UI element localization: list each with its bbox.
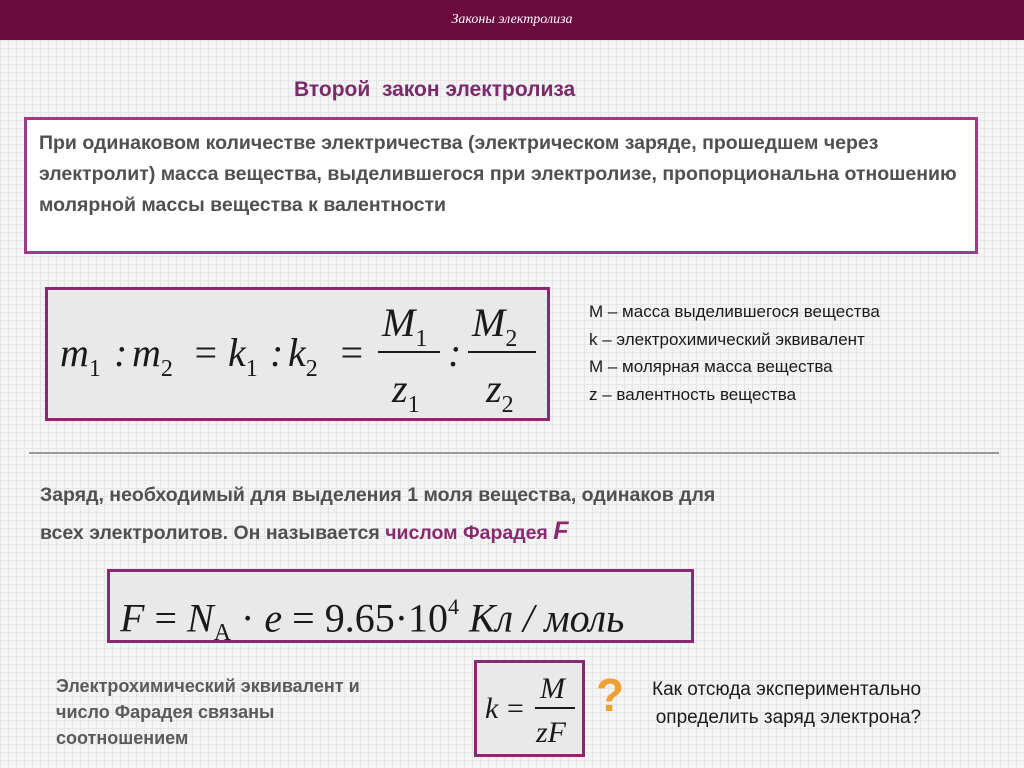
formula3-eq: = <box>505 692 526 725</box>
legend-item: k – электрохимический эквивалент <box>589 329 865 349</box>
law-statement-box <box>24 117 978 254</box>
faraday-charge-text <box>40 477 1000 551</box>
faraday-symbol: F <box>553 517 569 545</box>
formula1-m2: $m_2$ <box>132 330 173 382</box>
question-line: определить заряд электрона? <box>655 707 922 728</box>
law-statement-text: При одинаковом количестве электричества (электрическом заряде, прошедшем через электролит) масса вещества, выделившегося при электролизе, пропорциональна отношению молярной массы вещества к валентности <box>39 132 957 216</box>
variable-legend <box>589 298 880 408</box>
faraday-number-highlight: числом Фарадея <box>385 522 554 544</box>
formula1-z1: $z_1$ <box>392 366 420 418</box>
formula1-M2: $M_2$ <box>472 300 518 352</box>
formula-faraday-constant <box>107 569 694 646</box>
section-title: Второй закон электролиза <box>294 78 576 101</box>
formula-equivalent-relation <box>474 660 585 757</box>
formula3-k: k <box>485 692 499 725</box>
formula1-k2: $k_2$ <box>288 330 318 382</box>
relation-line: соотношением <box>56 728 189 748</box>
formula2-expression: $F = N_A \cdot e = 9.65\cdot 10^4$ Кл / моль <box>120 594 625 646</box>
header-title: Законы электролиза <box>451 12 573 27</box>
question-line: Как отсюда экспериментально <box>652 679 922 700</box>
formula-mass-ratio <box>45 287 550 421</box>
formula1-colon-1: : <box>114 330 128 375</box>
relation-text <box>56 673 360 751</box>
formula1-m1: $m_1$ <box>60 330 101 382</box>
formula1-eq-1: = <box>192 330 219 375</box>
formula3-svg <box>477 663 582 754</box>
relation-line: Электрохимический эквивалент и <box>56 676 360 696</box>
formula1-colon-2: : <box>270 330 284 375</box>
legend-item: z – валентность вещества <box>589 384 797 404</box>
formula1-k1: $k_1$ <box>228 330 258 382</box>
question-mark-icon: ? <box>596 669 625 721</box>
formula1-M1: $M_1$ <box>382 300 428 352</box>
charge-line-1: Заряд, необходимый для выделения 1 моля вещества, одинаков для <box>40 484 716 506</box>
header-bar <box>0 0 1024 40</box>
formula1-colon-3: : <box>448 330 462 375</box>
question-text <box>652 676 921 732</box>
charge-line-2: всех электролитов. Он называется числом Фарадея F <box>40 517 569 545</box>
formula-mass-ratio-svg <box>48 290 547 418</box>
legend-item: M – молярная масса вещества <box>589 357 833 376</box>
formula1-z2: $z_2$ <box>486 366 514 418</box>
formula3-denominator: zF <box>536 716 566 749</box>
legend-item: M – масса выделившегося вещества <box>589 302 880 321</box>
formula3-numerator: M <box>540 672 565 705</box>
formula1-eq-2: = <box>338 330 365 375</box>
section-divider <box>29 452 999 454</box>
relation-line: число Фарадея связаны <box>56 702 275 722</box>
